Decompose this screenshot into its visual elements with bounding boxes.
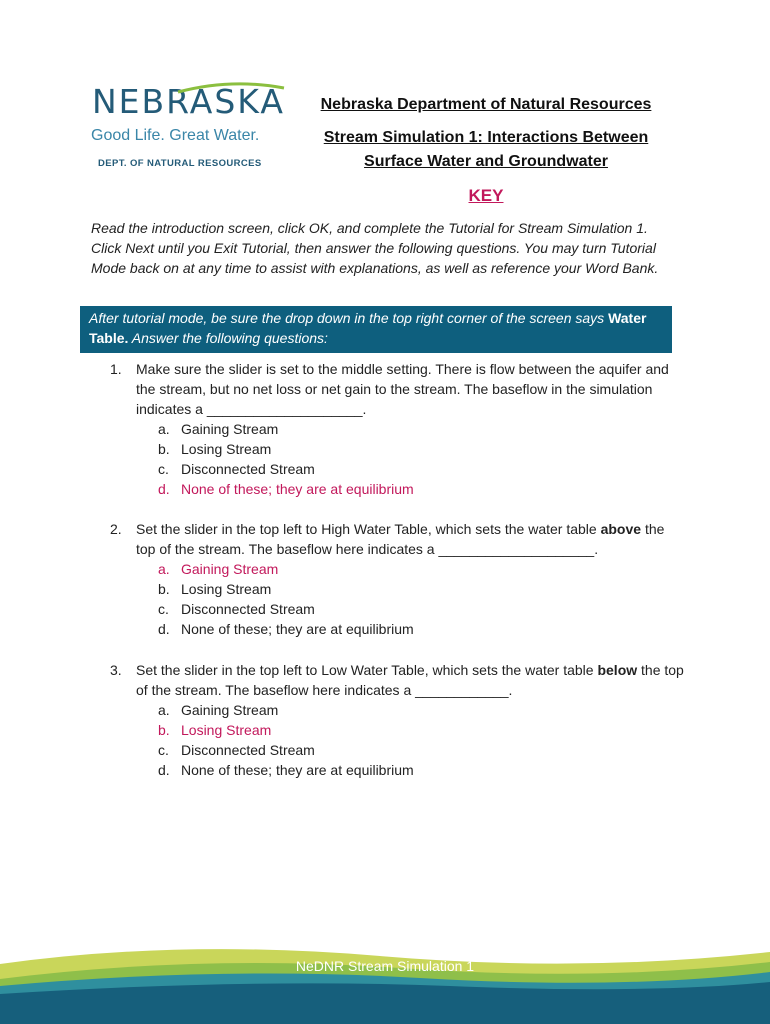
option-d: d. None of these; they are at equilibrium — [158, 621, 414, 637]
footer-label: NeDNR Stream Simulation 1 — [295, 958, 475, 974]
question-3 — [110, 660, 685, 780]
key-label: KEY — [468, 186, 504, 205]
option-a: a. Gaining Stream — [158, 421, 279, 437]
banner-bold: Water Table. — [89, 310, 647, 346]
page-title: Stream Simulation 1: Interactions Between Surface Water and Groundwater — [323, 129, 649, 170]
question-number: 3. — [110, 662, 122, 678]
instruction-banner — [80, 306, 672, 353]
footer-wave — [0, 934, 770, 1024]
logo-swoosh-icon — [176, 82, 286, 94]
logo-dept: DEPT. OF NATURAL RESOURCES — [98, 158, 262, 169]
option-a-answer: a. Gaining Stream — [158, 561, 279, 577]
question-text: Set the slider in the top left to High Water Table, which sets the water table above the top of the stream. The baseflow here indicates a ____________________. — [136, 521, 665, 557]
option-a: a. Gaining Stream — [158, 702, 279, 718]
question-2 — [110, 519, 685, 639]
department-heading: Nebraska Department of Natural Resources — [320, 96, 652, 113]
option-b: b. Losing Stream — [158, 581, 272, 597]
option-b-answer: b. Losing Stream — [158, 722, 272, 738]
question-text: Make sure the slider is set to the middle setting. There is flow between the aquifer and the stream, but no net loss or net gain to the stream. The baseflow in the simulation indicates a ____________________. — [136, 361, 669, 417]
option-c: c. Disconnected Stream — [158, 742, 315, 758]
option-b: b. Losing Stream — [158, 441, 272, 457]
logo-wordmark: NEBRASKA — [92, 82, 285, 121]
banner-tail: Answer the following questions: — [131, 330, 328, 346]
question-number: 1. — [110, 361, 122, 377]
question-number: 2. — [110, 521, 122, 537]
logo-tagline: Good Life. Great Water. — [91, 127, 260, 144]
option-d: d. None of these; they are at equilibrium — [158, 762, 414, 778]
option-list — [110, 419, 685, 499]
question-text: Set the slider in the top left to Low Water Table, which sets the water table below the top of the stream. The baseflow here indicates a ____________. — [136, 662, 684, 698]
option-d-answer: d. None of these; they are at equilibrium — [158, 481, 414, 497]
banner-lead: After tutorial mode, be sure the drop down in the top right corner of the screen says — [89, 310, 605, 326]
option-list — [110, 559, 685, 639]
option-list — [110, 700, 685, 780]
intro-paragraph: Read the introduction screen, click OK, and complete the Tutorial for Stream Simulation 1. Click Next until you Exit Tutorial, then answer the following questions. You may turn Tutorial Mode back on at any time to assist with explanations, as well as reference your Word Bank. — [91, 220, 659, 276]
option-c: c. Disconnected Stream — [158, 601, 315, 617]
question-1 — [110, 359, 685, 499]
option-c: c. Disconnected Stream — [158, 461, 315, 477]
nebraska-logo — [88, 82, 288, 177]
